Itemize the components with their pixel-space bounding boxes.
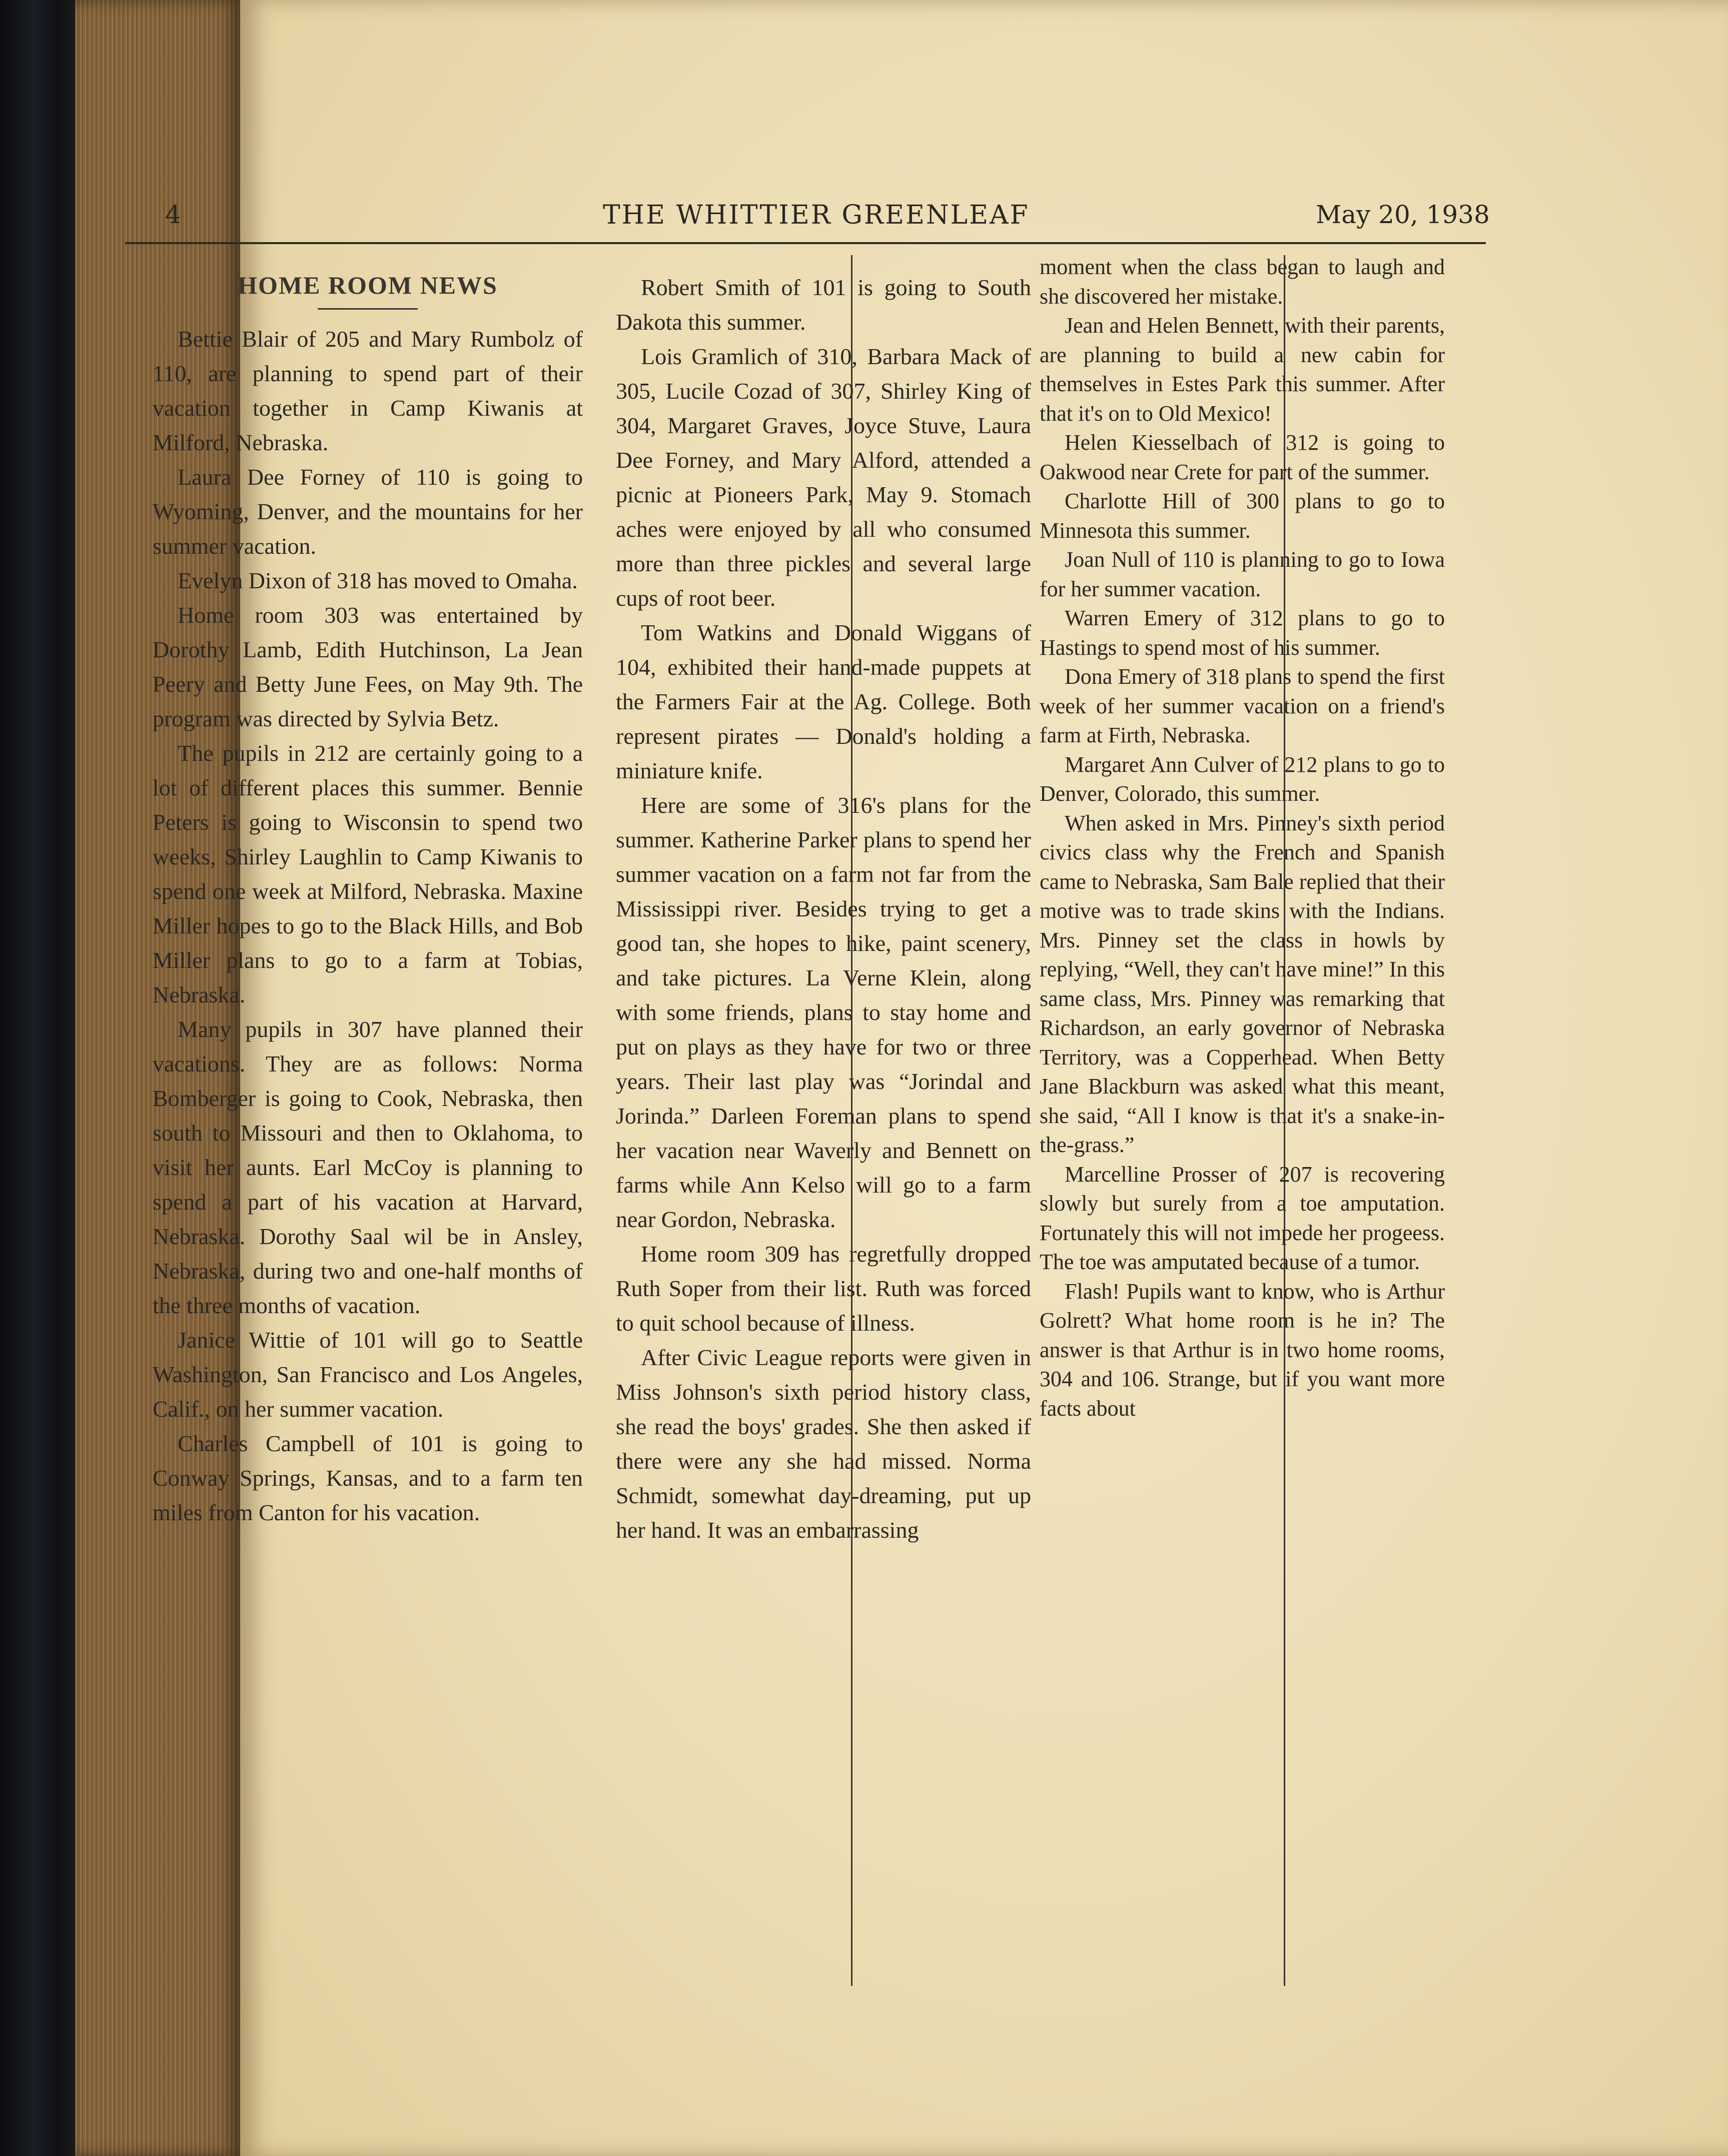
news-item: Robert Smith of 101 is going to South Dakota this summer. [616, 275, 1031, 335]
column-1 [153, 270, 583, 1530]
news-item: Bettie Blair of 205 and Mary Rumbolz of 110, are planning to spend part of their vacation together in Camp Kiwanis at Milford, Nebraska. [153, 326, 583, 455]
news-item: Home room 303 was entertained by Dorothy Lamb, Edith Hutchinson, La Jean Peery and Betty June Fees, on May 9th. The program was directed by Sylvia Betz. [153, 602, 583, 731]
news-item: Jean and Helen Bennett, with their parents, are planning to build a new cabin for themselves in Estes Park this summer. After that it's on to Old Mexico! [1040, 313, 1445, 426]
section-title: HOME ROOM NEWS [238, 271, 498, 299]
column-2 [616, 270, 1031, 1547]
news-item: When asked in Mrs. Pinney's sixth period civics class why the French and Spanish came to Nebraska, Sam Bale replied that their motive was to trade skins with the Indians. Mrs. Pinney set the class in howls by replying, “Well, they can't have mine!” In this same class, Mrs. Pinney was remarking that Richardson, an early governor of Nebraska Territory, was a Copperhead. When Betty Jane Blackburn was asked what this meant, she said, “All I know is that it's a snake-in-the-grass.” [1040, 810, 1445, 1157]
page-number: 4 [165, 200, 181, 229]
news-item: Evelyn Dixon of 318 has moved to Omaha. [178, 568, 578, 593]
news-item: Dona Emery of 318 plans to spend the first week of her summer vacation on a friend's farm at Firth, Nebraska. [1040, 664, 1445, 747]
news-item: After Civic League reports were given in Miss Johnson's sixth period history class, she read the boys' grades. She then asked if there were any she had missed. Norma Schmidt, somewhat day-dreaming, put up her hand. It was an embarrassing [616, 1345, 1031, 1543]
news-item: Marcelline Prosser of 207 is recovering slowly but surely from a toe amputation. Fortunately this will not impede her progeess. The toe was amputated because of a tumor. [1040, 1162, 1445, 1274]
news-item: Lois Gramlich of 310, Barbara Mack of 305, Lucile Cozad of 307, Shirley King of 304, Margaret Graves, Joyce Stuve, Laura Dee Forney, and Mary Alford, attended a picnic at Pioneers Park, May 9. Stomach aches were enjoyed by all who consumed more than three pickles and several large cups of root beer. [616, 344, 1031, 611]
issue-date: May 20, 1938 [1316, 200, 1490, 229]
news-item: The pupils in 212 are certainly going to a lot of different places this summer. Bennie Peters is going to Wisconsin to spend two weeks, Shirley Laughlin to Camp Kiwanis to spend one week at Milford, Nebraska. Maxine Miller hopes to go to the Black Hills, and Bob Miller plans to go to a farm at Tobias, Nebraska. [153, 740, 583, 1007]
news-item: Joan Null of 110 is planning to go to Iowa for her summer vacation. [1040, 547, 1445, 601]
column-3 [1040, 253, 1445, 1423]
book-binding [0, 0, 75, 2156]
news-item: Helen Kiesselbach of 312 is going to Oakwood near Crete for part of the summer. [1040, 430, 1445, 484]
header-rule [125, 242, 1486, 244]
news-item: Flash! Pupils want to know, who is Arthur Golrett? What home room is he in? The answer is that Arthur is in two home rooms, 304 and 106. Strange, but if you want more facts about [1040, 1279, 1445, 1421]
news-item: moment when the class began to laugh and she discovered her mistake. [1040, 255, 1445, 309]
news-item: Laura Dee Forney of 110 is going to Wyoming, Denver, and the mountains for her summer vacation. [153, 464, 583, 559]
masthead: THE WHITTIER GREENLEAF [603, 200, 1030, 230]
news-item: Charlotte Hill of 300 plans to go to Minnesota this summer. [1040, 489, 1445, 543]
news-item: Margaret Ann Culver of 212 plans to go to Denver, Colorado, this summer. [1040, 752, 1445, 806]
news-item: Here are some of 316's plans for the summer. Katherine Parker plans to spend her summer vacation on a farm not far from the Mississippi river. Besides trying to get a good tan, she hopes to hike, paint scenery, and take pictures. La Verne Klein, along with some friends, plans to stay home and put on plays as they have for two or three years. Their last play was “Jorindal and Jorinda.” Darleen Foreman plans to spend her vacation near Waverly and Bennett on farms while Ann Kelso will go to a farm near Gordon, Nebraska. [616, 792, 1031, 1232]
news-item: Charles Campbell of 101 is going to Conway Springs, Kansas, and to a farm ten miles from Canton for his vacation. [153, 1431, 583, 1525]
section-title-rule [318, 308, 418, 310]
news-item: Home room 309 has regretfully dropped Ruth Soper from their list. Ruth was forced to quit school because of illness. [616, 1241, 1031, 1336]
news-item: Many pupils in 307 have planned their vacations. They are as follows: Norma Bomberger is going to Cook, Nebraska, then south to Missouri and then to Oklahoma, to visit her aunts. Earl McCoy is planning to spend a part of his vacation at Harvard, Nebraska. Dorothy Saal wil be in Ansley, Nebraska, during two and one-half months of the three months of vacation. [153, 1016, 583, 1318]
news-item: Warren Emery of 312 plans to go to Hastings to spend most of his summer. [1040, 606, 1445, 660]
news-item: Tom Watkins and Donald Wiggans of 104, exhibited their hand-made puppets at the Farmers Fair at the Ag. College. Both represent pirates — Donald's holding a miniature knife. [616, 620, 1031, 783]
news-item: Janice Wittie of 101 will go to Seattle Washington, San Francisco and Los Angeles, Calif., on her summer vacation. [153, 1327, 583, 1422]
